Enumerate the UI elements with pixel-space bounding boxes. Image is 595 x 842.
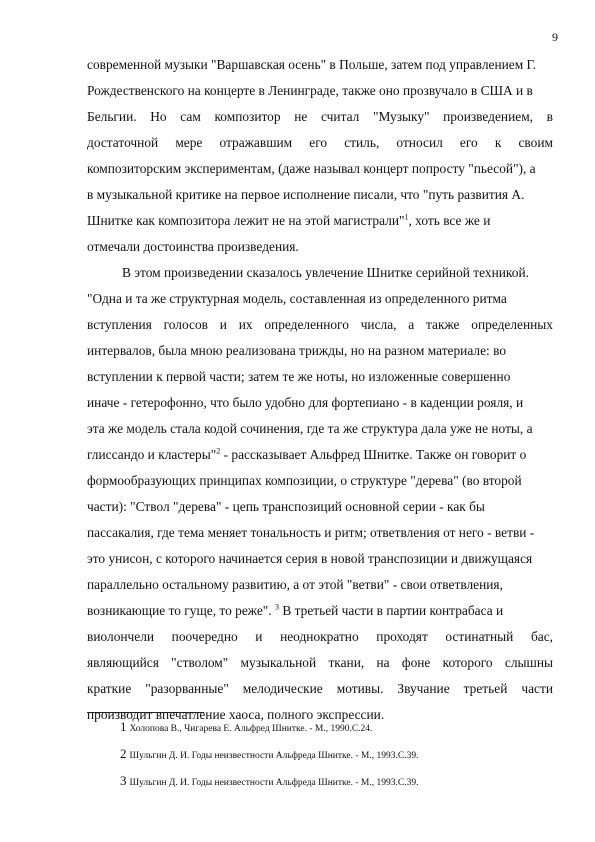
text-fragment: - рассказывает Альфред Шнитке. Также он говорит о: [220, 447, 527, 462]
footnote-ref: 3: [274, 602, 279, 612]
text-line: формообразующих принципах композиции, о структуре "дерева" (во второй: [87, 473, 522, 488]
text-fragment: глиссандо и кластеры": [87, 447, 217, 462]
text-line: в музыкальной критике на первое исполнение писали, что "путь развития А.: [87, 187, 525, 202]
text-line: эта же модель стала кодой сочинения, где та же структура дала уже не ноты, а: [87, 421, 533, 436]
footnote-ref: 1: [404, 212, 409, 222]
text-line: [87, 442, 553, 468]
text-line: интервалов, была мною реализована трижды, но на разном материале: во: [87, 343, 507, 358]
text-line: достаточной мере отражавшим его стиль, относил его к своим: [87, 135, 553, 150]
text-line: Рождественского на концерте в Ленинграде, также оно прозвучало в США и в: [87, 83, 533, 98]
text-line: это унисон, с которого начинается серия в новой транспозиции и движущаяся: [87, 551, 533, 566]
text-line: части): "Ствол "дерева" - цепь транспозиций основной серии - как бы: [87, 499, 485, 514]
text-line: являющийся "стволом" музыкальной ткани, на фоне которого слышны: [87, 655, 553, 670]
text-line: краткие "разорванные" мелодические мотивы. Звучание третьей части: [87, 681, 553, 696]
text-line: вступления голосов и их определенного числа, а также определенных: [87, 317, 553, 332]
page-number: 9: [552, 30, 558, 44]
text-line: отмечали достоинства произведения.: [87, 239, 299, 254]
text-fragment: , хоть все же и: [408, 213, 491, 228]
footnote-text: Холопова В., Чигарева Е. Альфред Шнитке. - М., 1990.С.24.: [129, 724, 373, 734]
text-line: В этом произведении сказалось увлечение Шнитке серийной техникой.: [122, 265, 529, 280]
footnote-text: Шульгин Д. И. Годы неизвестности Альфреда Шнитке. - М., 1993.С.39.: [129, 778, 419, 788]
text-line: иначе - гетерофонно, что было удобно для фортепиано - в каденции рояля, и: [87, 395, 524, 410]
text-line: [87, 598, 553, 624]
body-text: [87, 52, 553, 728]
text-line: композиторским экспериментам, (даже называл концерт попросту "пьесой"), а: [87, 161, 536, 176]
footnote-text: Шульгин Д. И. Годы неизвестности Альфреда Шнитке. - М., 1993.С.39.: [129, 751, 419, 761]
footnote-divider: [87, 712, 204, 713]
text-line: параллельно остальному развитию, а от этой "ветви" - свои ответвления,: [87, 577, 503, 592]
text-line: [87, 208, 553, 234]
text-line: Бельгии. Но сам композитор не считал "Музыку" произведением, в: [87, 109, 553, 124]
text-line: вступлении к первой части; затем те же ноты, но изложенные совершенно: [87, 369, 511, 384]
footnotes: [120, 718, 560, 799]
footnote: [120, 745, 560, 772]
text-fragment: Шнитке как композитора лежит не на этой магистрали": [87, 213, 405, 228]
footnote-ref: 2: [216, 446, 221, 456]
footnote-mark: 3: [120, 773, 127, 788]
text-line: "Одна и та же структурная модель, составленная из определенного ритма: [87, 291, 507, 306]
text-line: производит впечатление хаоса, полного экспрессии.: [87, 707, 385, 722]
footnote: [120, 772, 560, 799]
footnote-mark: 2: [120, 746, 127, 761]
text-fragment: В третьей части в партии контрабаса и: [278, 603, 504, 618]
footnote: [120, 718, 560, 745]
text-line: пассакалия, где тема меняет тональность и ритм; ответвления от него - ветви -: [87, 525, 535, 540]
text-line: современной музыки "Варшавская осень" в Польше, затем под управлением Г.: [87, 57, 537, 72]
text-fragment: возникающие то гуще, то реже".: [87, 603, 272, 618]
footnote-mark: 1: [120, 719, 127, 734]
text-line: виолончели поочередно и неоднократно проходят остинатный бас,: [87, 629, 553, 644]
